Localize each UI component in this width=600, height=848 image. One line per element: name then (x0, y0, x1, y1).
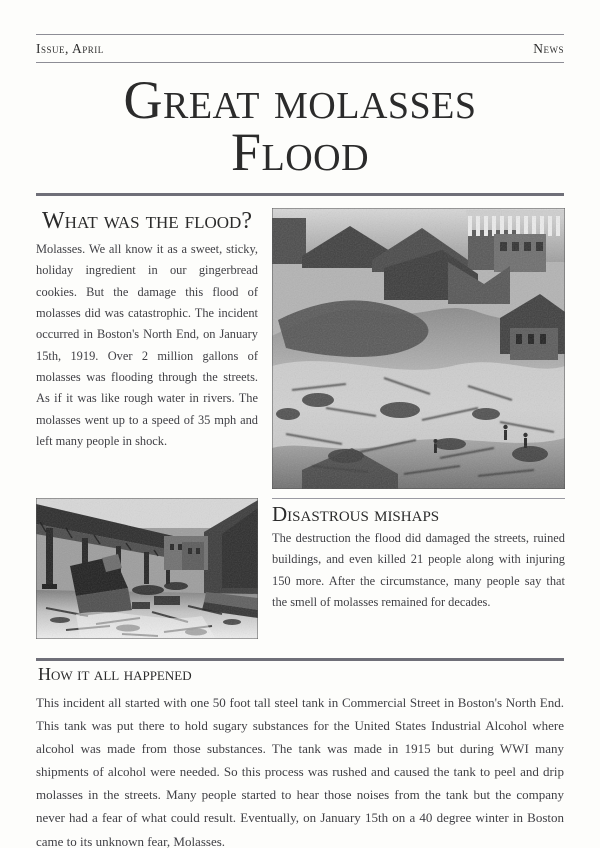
secondary-divider-rule (272, 498, 565, 499)
issue-label: Issue, April (36, 41, 104, 56)
article-secondary-headline: Disastrous mishaps (272, 502, 440, 526)
masthead (36, 34, 564, 196)
masthead-divider-rule (36, 193, 564, 196)
article-main (36, 208, 258, 452)
article-bottom-body: This incident all started with one 50 foot tall steel tank in Commercial Street in Boston's North End. This tank was put there to hold sugary substances for the United States Industrial Alcohol where alcohol was made from those substances. The tank was made in 1915 but during WWI many shipments of alcohol were needed. So this process was rushed and caused the tank to peel and drip molasses in the streets. Many people started to hear those noises from the tank but the company never had a fear of what could result. Eventually, on January 15th on a 40 degree winter in Boston came to its unknown fear, Molasses. (36, 694, 564, 848)
page-title-line-2: Flood (230, 121, 370, 182)
masthead-bottom-rule (36, 62, 564, 63)
photo-flood-aftermath-graphic (272, 208, 565, 489)
page-title-line-1: Great molasses (123, 70, 477, 130)
bottom-divider-rule (36, 658, 564, 661)
article-main-headline: What was the flood? (42, 208, 252, 234)
section-label: News (533, 41, 564, 56)
article-bottom-headline: How it all happened (38, 664, 192, 684)
masthead-issue-row (36, 35, 564, 62)
article-main-body: Molasses. We all know it as a sweet, sticky, holiday ingredient in our gingerbread cookies. But the damage this flood of molasses did was catastrophic. The incident occurred in Boston's North End, on January 15th, 1919. Over 2 million gallons of molasses was flooding through the streets. As if it was like rough water in rivers. The molasses went up to a speed of 35 mph and left many people in shock. (36, 241, 258, 448)
photo-flooded-street-graphic (36, 498, 258, 639)
photo-flood-aftermath (272, 208, 565, 489)
article-secondary (272, 498, 565, 613)
photo-flooded-street (36, 498, 258, 639)
page-title (36, 70, 564, 182)
article-bottom (36, 658, 564, 848)
article-secondary-body: The destruction the flood did damaged the streets, ruined buildings, and even killed 21 people along with injuring 150 more. After the circumstance, many people say that the smell of molasses remained for decades. (272, 531, 565, 610)
